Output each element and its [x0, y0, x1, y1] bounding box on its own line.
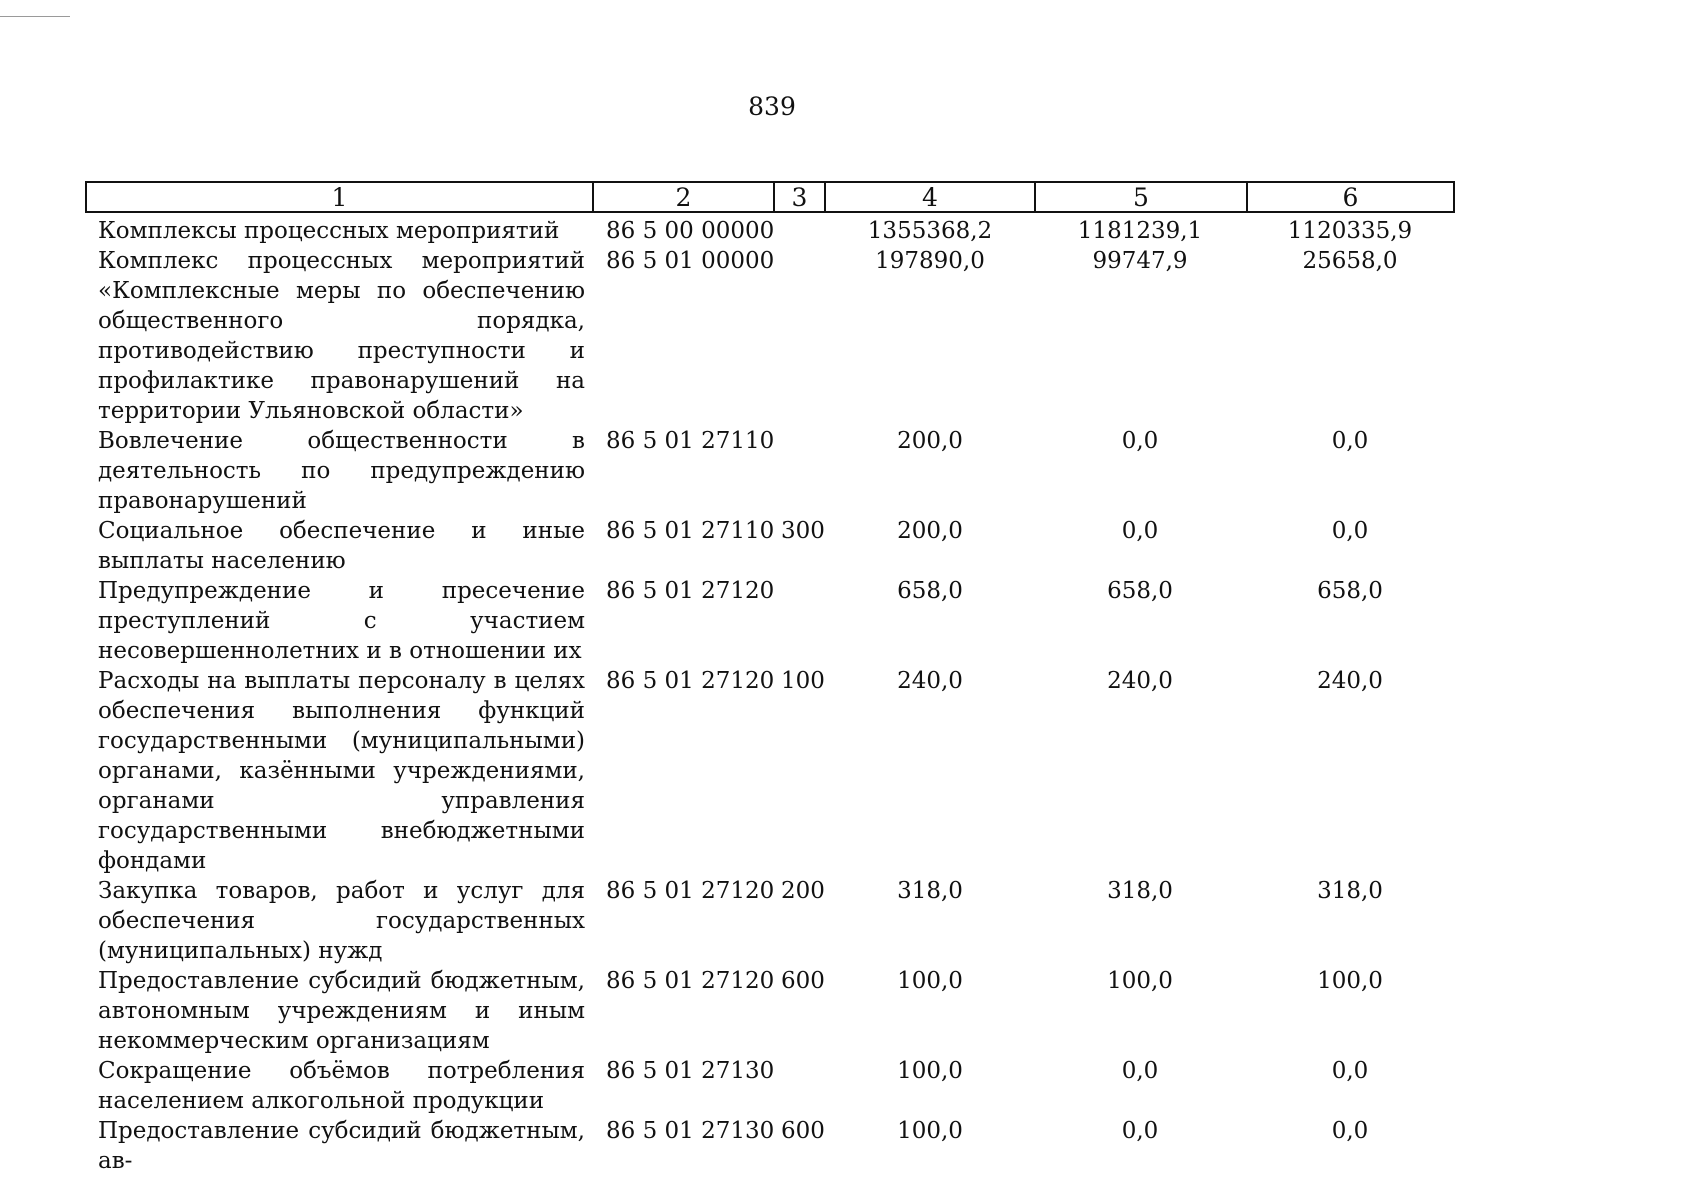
table-row: [0, 426, 1696, 516]
row-value-col4: 100,0: [897, 1058, 963, 1084]
row-code: 86 5 01 27130: [606, 1058, 775, 1084]
table-row: [0, 216, 1696, 246]
header-col-5: 5: [1133, 183, 1149, 212]
row-value-col6: 240,0: [1317, 668, 1383, 694]
row-code: 86 5 01 27130: [606, 1118, 775, 1144]
row-code: 86 5 01 27120: [606, 668, 775, 694]
row-expense-type: 300: [781, 518, 825, 544]
table-row: [0, 516, 1696, 576]
row-code: 86 5 01 27120: [606, 578, 775, 604]
row-value-col4: 100,0: [897, 968, 963, 994]
row-code: 86 5 01 00000: [606, 248, 775, 274]
corner-rule: [0, 16, 70, 17]
row-expense-type: 200: [781, 878, 825, 904]
header-col-6: 6: [1342, 183, 1359, 212]
row-name: Расходы на выплаты персоналу в целях обеспечения выполнения функций государственными (муниципальными) органами, казёнными учреждениями, органами управления государственными внебюджетными фондами: [98, 668, 585, 874]
row-expense-type: 100: [781, 668, 825, 694]
row-value-col6: 0,0: [1331, 518, 1369, 544]
row-name: Социальное обеспечение и иные выплаты населению: [98, 518, 585, 574]
row-value-col4: 100,0: [897, 1118, 963, 1144]
row-value-col6: 0,0: [1331, 428, 1369, 454]
row-value-col4: 200,0: [897, 428, 963, 454]
row-value-col5: 0,0: [1121, 1118, 1159, 1144]
row-code: 86 5 01 27110: [606, 428, 775, 454]
row-name: Комплекс процессных мероприятий «Комплексные меры по обеспечению общественного порядка, противодействию преступности и профилактике правонарушений на территории Ульяновской области»: [98, 248, 585, 424]
table-row: [0, 1116, 1696, 1176]
table-row: [0, 876, 1696, 966]
page-number: 839: [748, 92, 796, 121]
row-expense-type: 600: [781, 1118, 825, 1144]
row-value-col6: 0,0: [1331, 1118, 1369, 1144]
table-row: [0, 1056, 1696, 1116]
row-value-col6: 25658,0: [1302, 248, 1398, 274]
row-value-col5: 0,0: [1121, 1058, 1159, 1084]
table-body: [0, 216, 1696, 1176]
row-value-col4: 658,0: [897, 578, 963, 604]
row-value-col5: 1181239,1: [1077, 218, 1203, 244]
row-value-col4: 240,0: [897, 668, 963, 694]
table-header: [85, 181, 1455, 213]
row-code: 86 5 01 27110: [606, 518, 775, 544]
row-value-col4: 1355368,2: [867, 218, 993, 244]
row-value-col6: 0,0: [1331, 1058, 1369, 1084]
row-name: Предоставление субсидий бюджетным, автономным учреждениям и иным некоммерческим организациям: [98, 968, 585, 1054]
row-value-col5: 100,0: [1107, 968, 1173, 994]
row-code: 86 5 00 00000: [606, 218, 775, 244]
table-row: [0, 246, 1696, 426]
row-value-col4: 197890,0: [875, 248, 985, 274]
row-value-col5: 99747,9: [1092, 248, 1188, 274]
row-value-col6: 100,0: [1317, 968, 1383, 994]
header-col-3: 3: [791, 183, 808, 212]
row-name: Комплексы процессных мероприятий: [98, 218, 560, 244]
row-value-col6: 658,0: [1317, 578, 1383, 604]
row-value-col5: 658,0: [1107, 578, 1173, 604]
row-value-col5: 240,0: [1107, 668, 1173, 694]
row-name: Предупреждение и пресечение преступлений с участием несовершеннолетних и в отношении их: [98, 578, 585, 664]
row-expense-type: 600: [781, 968, 825, 994]
row-name: Вовлечение общественности в деятельность по предупреждению правонарушений: [98, 428, 585, 514]
table-row: [0, 576, 1696, 666]
row-name: Сокращение объёмов потребления населением алкогольной продукции: [98, 1058, 585, 1114]
row-name: Закупка товаров, работ и услуг для обеспечения государственных (муниципальных) нужд: [98, 878, 585, 964]
row-code: 86 5 01 27120: [606, 878, 775, 904]
row-value-col5: 318,0: [1107, 878, 1173, 904]
row-value-col4: 200,0: [897, 518, 963, 544]
header-col-1: 1: [331, 183, 348, 212]
row-name: Предоставление субсидий бюджетным, ав-: [98, 1118, 585, 1174]
row-value-col4: 318,0: [897, 878, 963, 904]
header-col-4: 4: [922, 183, 938, 212]
row-value-col6: 318,0: [1317, 878, 1383, 904]
row-code: 86 5 01 27120: [606, 968, 775, 994]
table-row: [0, 966, 1696, 1056]
row-value-col5: 0,0: [1121, 428, 1159, 454]
header-col-2: 2: [675, 183, 692, 212]
row-value-col6: 1120335,9: [1287, 218, 1413, 244]
row-value-col5: 0,0: [1121, 518, 1159, 544]
table-row: [0, 666, 1696, 876]
